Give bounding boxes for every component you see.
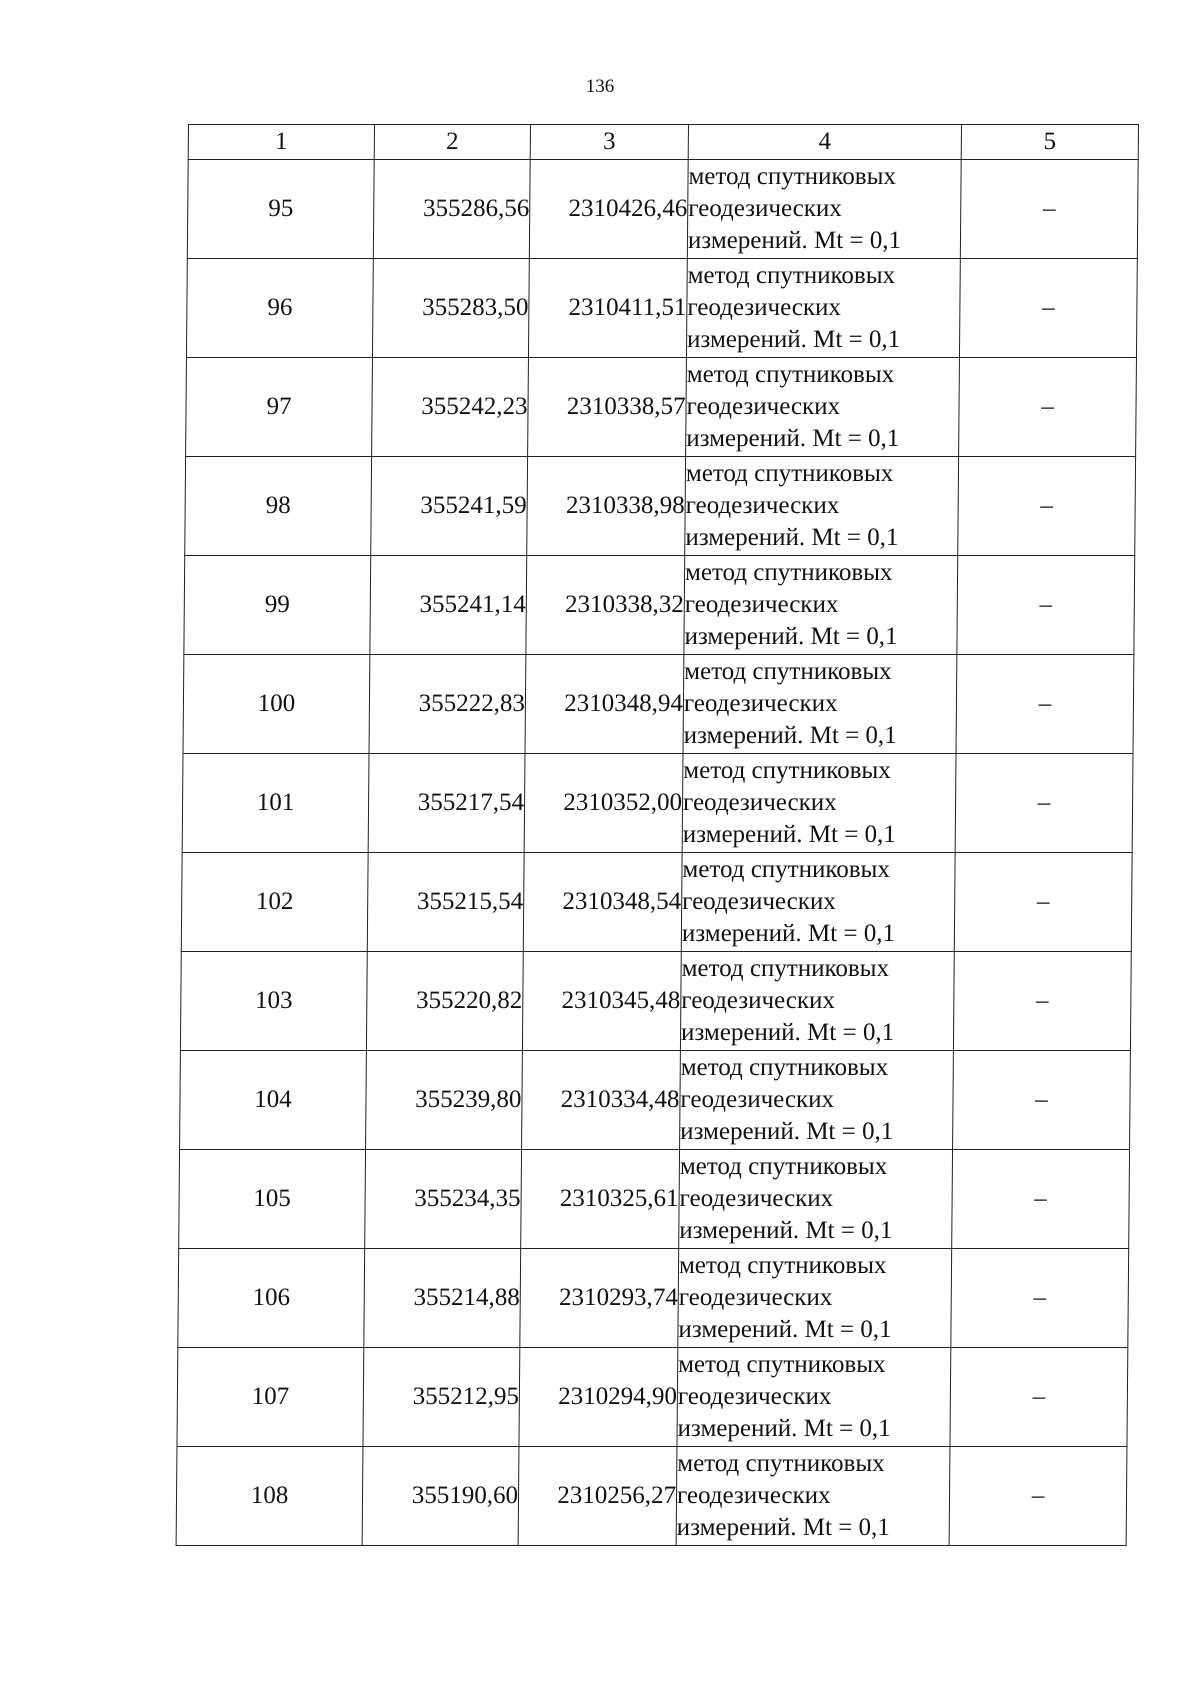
x-coordinate-cell: 355242,23	[372, 358, 529, 457]
method-cell	[685, 457, 959, 556]
note-cell: –	[956, 655, 1134, 754]
method-line: измерений. Mt = 0,1	[679, 1217, 893, 1244]
y-coordinate-cell: 2310348,94	[525, 655, 684, 754]
note-cell: –	[958, 457, 1136, 556]
table-row	[186, 259, 1137, 358]
method-line: геодезических	[684, 591, 839, 618]
method-line: метод спутниковых	[684, 658, 892, 685]
point-number-cell: 103	[180, 952, 367, 1051]
method-line: метод спутниковых	[683, 757, 891, 784]
x-coordinate-cell: 355212,95	[363, 1348, 520, 1447]
note-cell: –	[955, 754, 1133, 853]
y-coordinate-cell: 2310325,61	[521, 1150, 680, 1249]
method-line: геодезических	[682, 789, 837, 816]
note-cell: –	[952, 1150, 1130, 1249]
method-line: метод спутниковых	[681, 955, 890, 982]
method-cell	[677, 1348, 951, 1447]
point-number-cell: 95	[187, 160, 374, 259]
y-coordinate-cell: 2310411,51	[528, 259, 687, 358]
point-number-cell: 107	[177, 1348, 364, 1447]
method-cell	[684, 556, 958, 655]
x-coordinate-cell: 355239,80	[366, 1051, 523, 1150]
point-number-cell: 96	[186, 259, 373, 358]
method-line: метод спутниковых	[678, 1351, 886, 1378]
table-row	[185, 457, 1136, 556]
header-col-1: 1	[188, 125, 374, 160]
table-row	[179, 1150, 1130, 1249]
header-col-5: 5	[961, 125, 1138, 160]
y-coordinate-cell: 2310294,90	[519, 1348, 678, 1447]
method-line: измерений. Mt = 0,1	[676, 1514, 890, 1541]
table-row	[186, 358, 1137, 457]
method-line: геодезических	[681, 987, 836, 1014]
header-col-3: 3	[530, 125, 688, 160]
method-line: измерений. Mt = 0,1	[680, 1118, 894, 1145]
table-row	[180, 1051, 1131, 1150]
method-cell	[686, 358, 960, 457]
method-cell	[676, 1447, 950, 1546]
x-coordinate-cell: 355214,88	[364, 1249, 521, 1348]
method-line: геодезических	[686, 393, 841, 420]
method-line: геодезических	[687, 294, 842, 321]
method-line: измерений. Mt = 0,1	[684, 623, 898, 650]
method-cell	[681, 853, 955, 952]
table-row	[176, 1447, 1127, 1546]
method-cell	[682, 754, 956, 853]
method-cell	[680, 952, 954, 1051]
point-number-cell: 102	[181, 853, 368, 952]
note-cell: –	[959, 259, 1137, 358]
table-row	[184, 556, 1135, 655]
x-coordinate-cell: 355234,35	[365, 1150, 522, 1249]
method-line: геодезических	[679, 1185, 834, 1212]
note-cell: –	[949, 1447, 1127, 1546]
method-line: геодезических	[678, 1284, 833, 1311]
method-line: измерений. Mt = 0,1	[678, 1316, 892, 1343]
table-row	[180, 952, 1131, 1051]
note-cell: –	[954, 853, 1132, 952]
table-body	[176, 160, 1138, 1546]
point-number-cell: 98	[185, 457, 372, 556]
point-number-cell: 97	[186, 358, 373, 457]
method-line: метод спутниковых	[685, 460, 894, 487]
method-cell	[680, 1051, 954, 1150]
y-coordinate-cell: 2310334,48	[522, 1051, 681, 1150]
method-line: геодезических	[685, 492, 840, 519]
page-number: 136	[585, 76, 615, 97]
table-row	[183, 655, 1134, 754]
y-coordinate-cell: 2310338,32	[526, 556, 685, 655]
method-line: измерений. Mt = 0,1	[685, 524, 899, 551]
y-coordinate-cell: 2310345,48	[522, 952, 681, 1051]
method-line: геодезических	[677, 1383, 832, 1410]
method-line: метод спутниковых	[687, 262, 896, 289]
x-coordinate-cell: 355286,56	[373, 160, 530, 259]
y-coordinate-cell: 2310293,74	[520, 1249, 679, 1348]
table-row	[182, 754, 1133, 853]
method-line: метод спутниковых	[688, 163, 897, 190]
method-line: метод спутниковых	[680, 1054, 889, 1081]
coordinates-table	[176, 124, 1139, 1546]
x-coordinate-cell: 355220,82	[366, 952, 523, 1051]
y-coordinate-cell: 2310338,98	[527, 457, 686, 556]
method-line: геодезических	[676, 1482, 831, 1509]
x-coordinate-cell: 355222,83	[369, 655, 526, 754]
table-row	[181, 853, 1132, 952]
y-coordinate-cell: 2310426,46	[529, 160, 688, 259]
method-line: геодезических	[688, 195, 842, 222]
method-line: измерений. Mt = 0,1	[683, 722, 897, 749]
method-line: измерений. Mt = 0,1	[687, 326, 901, 353]
note-cell: –	[957, 556, 1135, 655]
method-line: измерений. Mt = 0,1	[682, 821, 896, 848]
x-coordinate-cell: 355241,59	[371, 457, 528, 556]
point-number-cell: 101	[182, 754, 369, 853]
note-cell: –	[951, 1249, 1129, 1348]
table-row	[177, 1348, 1128, 1447]
method-line: измерений. Mt = 0,1	[677, 1415, 891, 1442]
point-number-cell: 106	[178, 1249, 365, 1348]
method-line: измерений. Mt = 0,1	[680, 1019, 895, 1046]
note-cell: –	[950, 1348, 1128, 1447]
method-cell	[686, 259, 960, 358]
header-col-4: 4	[688, 125, 961, 160]
point-number-cell: 100	[183, 655, 370, 754]
x-coordinate-cell: 355190,60	[362, 1447, 519, 1546]
header-row	[188, 125, 1138, 160]
method-line: метод спутниковых	[677, 1450, 885, 1477]
y-coordinate-cell: 2310338,57	[528, 358, 687, 457]
x-coordinate-cell: 355215,54	[367, 853, 524, 952]
note-cell: –	[960, 160, 1138, 259]
x-coordinate-cell: 355283,50	[372, 259, 529, 358]
note-cell: –	[953, 1051, 1131, 1150]
method-line: геодезических	[680, 1086, 835, 1113]
header-col-2: 2	[374, 125, 530, 160]
y-coordinate-cell: 2310256,27	[518, 1447, 677, 1546]
method-line: метод спутниковых	[679, 1153, 888, 1180]
x-coordinate-cell: 355241,14	[370, 556, 527, 655]
x-coordinate-cell: 355217,54	[368, 754, 525, 853]
table-row	[178, 1249, 1129, 1348]
point-number-cell: 104	[180, 1051, 367, 1150]
method-line: метод спутниковых	[678, 1252, 887, 1279]
point-number-cell: 108	[176, 1447, 363, 1546]
method-line: измерений. Mt = 0,1	[687, 227, 902, 254]
method-line: метод спутниковых	[684, 559, 893, 586]
table-header	[188, 125, 1138, 160]
method-line: метод спутниковых	[686, 361, 895, 388]
y-coordinate-cell: 2310348,54	[523, 853, 682, 952]
method-line: геодезических	[683, 690, 838, 717]
method-line: геодезических	[682, 888, 836, 915]
method-cell	[679, 1150, 953, 1249]
method-cell	[687, 160, 961, 259]
table-row	[187, 160, 1138, 259]
method-line: измерений. Mt = 0,1	[686, 425, 900, 452]
y-coordinate-cell: 2310352,00	[524, 754, 683, 853]
point-number-cell: 105	[179, 1150, 366, 1249]
point-number-cell: 99	[184, 556, 371, 655]
method-cell	[683, 655, 957, 754]
method-line: измерений. Mt = 0,1	[681, 920, 896, 947]
note-cell: –	[953, 952, 1131, 1051]
method-line: метод спутниковых	[682, 856, 891, 883]
note-cell: –	[959, 358, 1137, 457]
method-cell	[678, 1249, 952, 1348]
